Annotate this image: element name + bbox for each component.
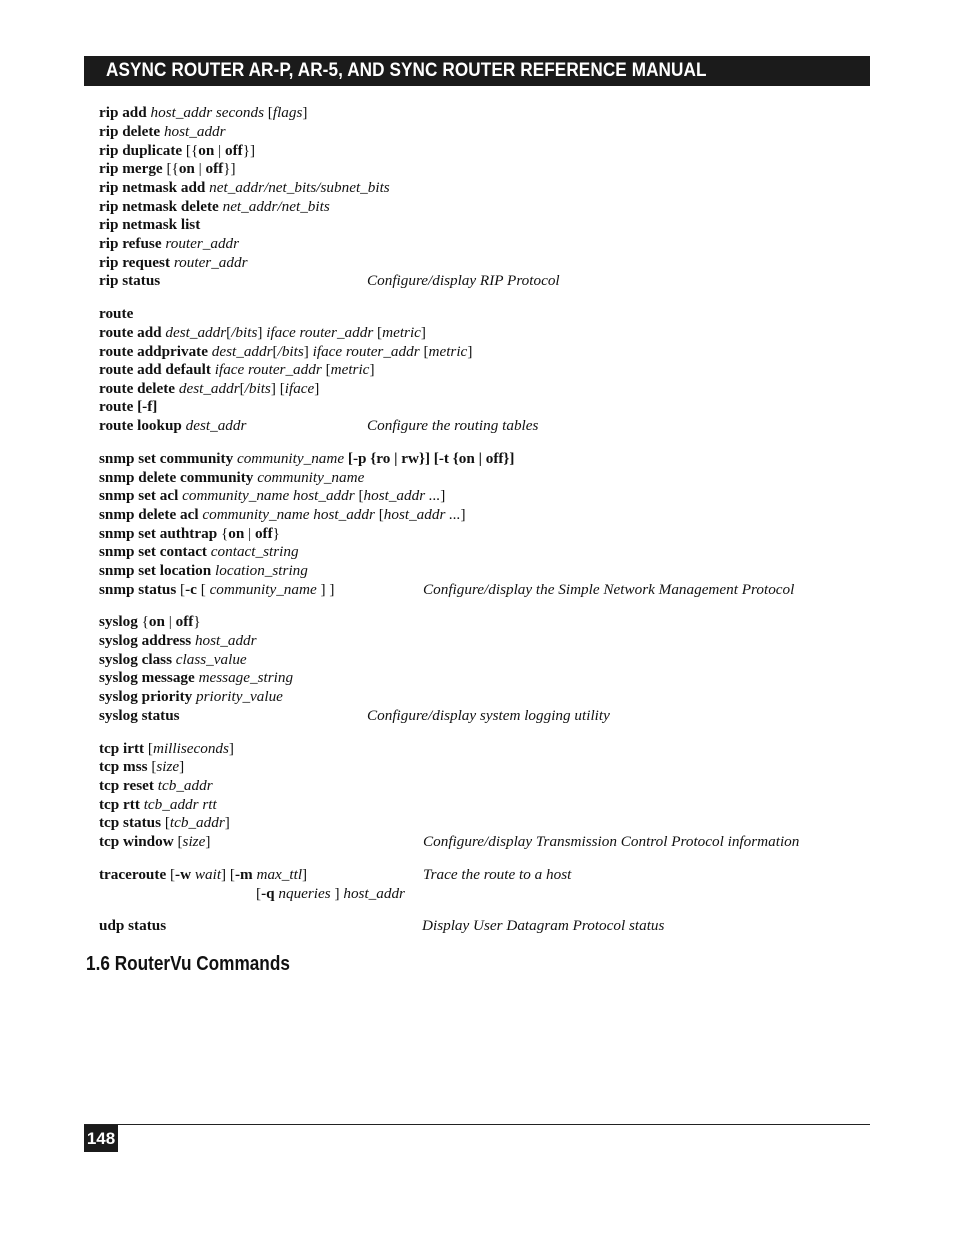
command-keyword: snmp set acl <box>99 487 183 504</box>
command-line <box>256 885 405 903</box>
command-syntax: ] <box>440 487 446 504</box>
command-keyword: rip netmask delete <box>99 198 223 215</box>
command-keyword: off <box>224 142 243 159</box>
command-syntax: ] [ <box>270 380 285 397</box>
command-line <box>99 814 230 832</box>
command-line <box>99 179 390 197</box>
command-argument: nqueries <box>278 885 335 902</box>
command-line <box>99 506 466 524</box>
command-line <box>99 142 255 160</box>
command-line <box>99 651 247 669</box>
command-argument: net_addr/net_bits <box>222 198 330 215</box>
section-heading: 1.6 RouterVu Commands <box>86 953 290 975</box>
command-syntax: ] <box>314 380 320 397</box>
command-syntax: ] [ <box>221 866 235 883</box>
command-argument: flags <box>272 104 303 121</box>
command-line <box>99 487 445 505</box>
command-keyword: rip refuse <box>99 235 166 252</box>
command-keyword: rip merge <box>99 160 167 177</box>
command-syntax: ] <box>467 343 473 360</box>
command-syntax: [ <box>378 506 384 523</box>
command-keyword: snmp set authtrap <box>99 525 221 542</box>
command-keyword: tcp mss <box>99 758 152 775</box>
command-line <box>99 450 514 468</box>
command-line <box>99 160 236 178</box>
command-argument: wait <box>194 866 222 883</box>
command-syntax: ] <box>302 866 308 883</box>
command-argument: message_string <box>198 669 294 686</box>
command-line <box>99 417 246 435</box>
command-argument: community_name <box>236 450 348 467</box>
command-line <box>99 272 160 290</box>
command-syntax: | <box>194 160 206 177</box>
command-argument: router_addr <box>173 254 248 271</box>
command-argument: tcb_addr <box>157 777 213 794</box>
command-keyword: snmp set community <box>99 450 237 467</box>
command-syntax: [ <box>147 740 153 757</box>
command-argument: community_name host_addr <box>182 487 359 504</box>
command-argument: location_string <box>215 562 308 579</box>
command-line <box>99 866 307 884</box>
command-line <box>99 796 217 814</box>
command-syntax: ] <box>205 833 211 850</box>
command-keyword: rip netmask add <box>99 179 210 196</box>
command-keyword: [-p {ro | rw}] [-t {on | off}] <box>347 450 515 467</box>
command-keyword: snmp delete acl <box>99 506 203 523</box>
command-argument: dest_addr <box>178 380 240 397</box>
command-line <box>99 632 257 650</box>
command-keyword: syslog status <box>99 707 180 724</box>
command-argument: host_addr <box>163 123 226 140</box>
command-line <box>99 469 364 487</box>
command-keyword: tcp reset <box>99 777 158 794</box>
command-argument: metric <box>330 361 370 378</box>
command-syntax: [ <box>169 866 176 883</box>
command-description: Trace the route to a host <box>423 866 572 883</box>
command-keyword: route addprivate <box>99 343 212 360</box>
command-syntax: } <box>272 525 280 542</box>
command-keyword: tcp rtt <box>99 796 144 813</box>
command-syntax: [ <box>377 324 383 341</box>
command-syntax: [ <box>325 361 331 378</box>
command-line <box>99 324 426 342</box>
command-keyword: snmp set contact <box>99 543 211 560</box>
command-description: Display User Datagram Protocol status <box>422 917 665 934</box>
command-argument: size <box>156 758 180 775</box>
page-number: 148 <box>84 1125 118 1152</box>
command-keyword: off <box>205 160 224 177</box>
command-description: Configure/display the Simple Network Management Protocol <box>423 581 795 598</box>
command-syntax: [{ <box>185 142 199 159</box>
command-syntax: [ <box>200 581 210 598</box>
command-description: Configure/display system logging utility <box>367 707 610 724</box>
command-line <box>99 254 248 272</box>
command-argument: metric <box>382 324 421 341</box>
command-keyword: syslog <box>99 613 142 630</box>
command-argument: /bits <box>244 380 271 397</box>
command-argument: iface router_addr <box>266 324 378 341</box>
command-line <box>99 707 180 725</box>
command-line <box>99 235 239 253</box>
command-argument: max_ttl <box>256 866 303 883</box>
command-description: Configure/display Transmission Control Protocol information <box>423 833 800 850</box>
command-keyword: rip duplicate <box>99 142 186 159</box>
command-syntax: ] <box>224 814 230 831</box>
command-argument: community_name host_addr <box>202 506 379 523</box>
command-syntax: ] <box>257 324 267 341</box>
command-keyword: rip netmask list <box>99 216 201 233</box>
command-line <box>99 343 472 361</box>
command-description: Configure/display RIP Protocol <box>367 272 560 289</box>
command-syntax: ] <box>369 361 375 378</box>
command-keyword: route lookup <box>99 417 186 434</box>
command-keyword: snmp status <box>99 581 181 598</box>
header-bar <box>84 56 870 86</box>
command-argument: iface <box>284 380 315 397</box>
command-line <box>99 123 226 141</box>
command-line <box>99 216 200 234</box>
command-syntax: { <box>141 613 149 630</box>
command-keyword: -w <box>175 866 195 883</box>
command-keyword: syslog message <box>99 669 199 686</box>
command-keyword: syslog priority <box>99 688 197 705</box>
command-line <box>99 525 280 543</box>
header-title: ASYNC ROUTER AR-P, AR-5, AND SYNC ROUTER REFERENCE MANUAL <box>106 59 707 81</box>
command-keyword: snmp set location <box>99 562 216 579</box>
command-keyword: traceroute <box>99 866 170 883</box>
command-argument: host_addr <box>194 632 257 649</box>
command-line <box>99 305 133 323</box>
command-argument: iface router_addr <box>214 361 326 378</box>
command-syntax: } <box>193 613 201 630</box>
command-keyword: snmp delete community <box>99 469 258 486</box>
command-keyword: route add default <box>99 361 215 378</box>
command-syntax: { <box>220 525 229 542</box>
command-argument: net_addr/net_bits/subnet_bits <box>209 179 390 196</box>
command-argument: metric <box>428 343 468 360</box>
command-line <box>99 104 307 122</box>
command-line <box>99 833 210 851</box>
command-syntax: ] ] <box>320 581 335 598</box>
command-line <box>99 777 213 795</box>
command-syntax: [{ <box>166 160 179 177</box>
command-line <box>99 917 166 935</box>
command-line <box>99 361 375 379</box>
command-syntax: [ <box>180 581 186 598</box>
command-argument: contact_string <box>210 543 299 560</box>
command-keyword: on <box>148 613 165 630</box>
command-syntax: }] <box>223 160 236 177</box>
command-keyword: tcp irtt <box>99 740 148 757</box>
command-argument: community_name <box>209 581 321 598</box>
command-keyword: route delete <box>99 380 179 397</box>
command-argument: dest_addr <box>185 417 247 434</box>
command-syntax: | <box>244 525 255 542</box>
command-syntax: [ <box>164 814 170 831</box>
command-line <box>99 669 293 687</box>
command-line <box>99 581 334 599</box>
command-syntax: | <box>214 142 225 159</box>
command-keyword: off <box>175 613 194 630</box>
command-argument: tcb_addr rtt <box>143 796 217 813</box>
command-syntax: [ <box>177 833 183 850</box>
command-keyword: rip add <box>99 104 151 121</box>
command-syntax: [ <box>256 885 262 902</box>
command-syntax: ] <box>179 758 185 775</box>
command-keyword: off <box>254 525 273 542</box>
command-description: Configure the routing tables <box>367 417 539 434</box>
command-argument: host_addr ... <box>383 506 461 523</box>
command-argument: iface router_addr <box>312 343 424 360</box>
command-argument: community_name <box>257 469 365 486</box>
command-argument: host_addr seconds <box>150 104 268 121</box>
command-keyword: rip request <box>99 254 174 271</box>
command-syntax: [ <box>272 343 278 360</box>
command-line <box>99 613 201 631</box>
command-argument: /bits <box>231 324 258 341</box>
command-keyword: tcp window <box>99 833 178 850</box>
command-syntax: ] <box>302 104 308 121</box>
command-line <box>99 380 319 398</box>
command-syntax: ] <box>460 506 466 523</box>
command-argument: router_addr <box>165 235 240 252</box>
command-syntax: [ <box>358 487 364 504</box>
command-keyword: -c <box>185 581 201 598</box>
command-keyword: route <box>99 305 134 322</box>
command-syntax: ] <box>303 343 313 360</box>
command-argument: dest_addr <box>165 324 227 341</box>
command-keyword: route [-f] <box>99 398 158 415</box>
command-syntax: ] <box>228 740 234 757</box>
command-argument: tcb_addr <box>169 814 225 831</box>
command-keyword: tcp status <box>99 814 165 831</box>
command-syntax: ] <box>334 885 344 902</box>
command-argument: size <box>182 833 206 850</box>
command-keyword: -m <box>234 866 257 883</box>
command-line <box>99 758 184 776</box>
command-argument: host_addr <box>343 885 405 902</box>
command-keyword: -q <box>261 885 279 902</box>
command-keyword: udp status <box>99 917 167 934</box>
command-syntax: ] <box>420 324 426 341</box>
command-line <box>99 198 330 216</box>
command-argument: host_addr ... <box>363 487 441 504</box>
command-syntax: [ <box>151 758 157 775</box>
command-line <box>99 398 157 416</box>
command-keyword: on <box>198 142 215 159</box>
command-syntax: | <box>164 613 176 630</box>
command-keyword: on <box>178 160 195 177</box>
command-keyword: syslog address <box>99 632 195 649</box>
command-syntax: [ <box>423 343 429 360</box>
command-argument: milliseconds <box>152 740 229 757</box>
command-line <box>99 562 308 580</box>
command-keyword: rip status <box>99 272 161 289</box>
command-argument: /bits <box>277 343 304 360</box>
command-argument: dest_addr <box>211 343 273 360</box>
command-line <box>99 740 234 758</box>
command-line <box>99 688 283 706</box>
command-argument: class_value <box>175 651 247 668</box>
command-keyword: route add <box>99 324 166 341</box>
command-line <box>99 543 299 561</box>
command-syntax: [ <box>239 380 245 397</box>
footer-rule <box>84 1124 870 1125</box>
command-keyword: syslog class <box>99 651 176 668</box>
command-keyword: on <box>228 525 245 542</box>
command-syntax: }] <box>242 142 256 159</box>
command-argument: priority_value <box>196 688 283 705</box>
command-syntax: [ <box>267 104 273 121</box>
command-syntax: [ <box>226 324 232 341</box>
command-keyword: rip delete <box>99 123 164 140</box>
